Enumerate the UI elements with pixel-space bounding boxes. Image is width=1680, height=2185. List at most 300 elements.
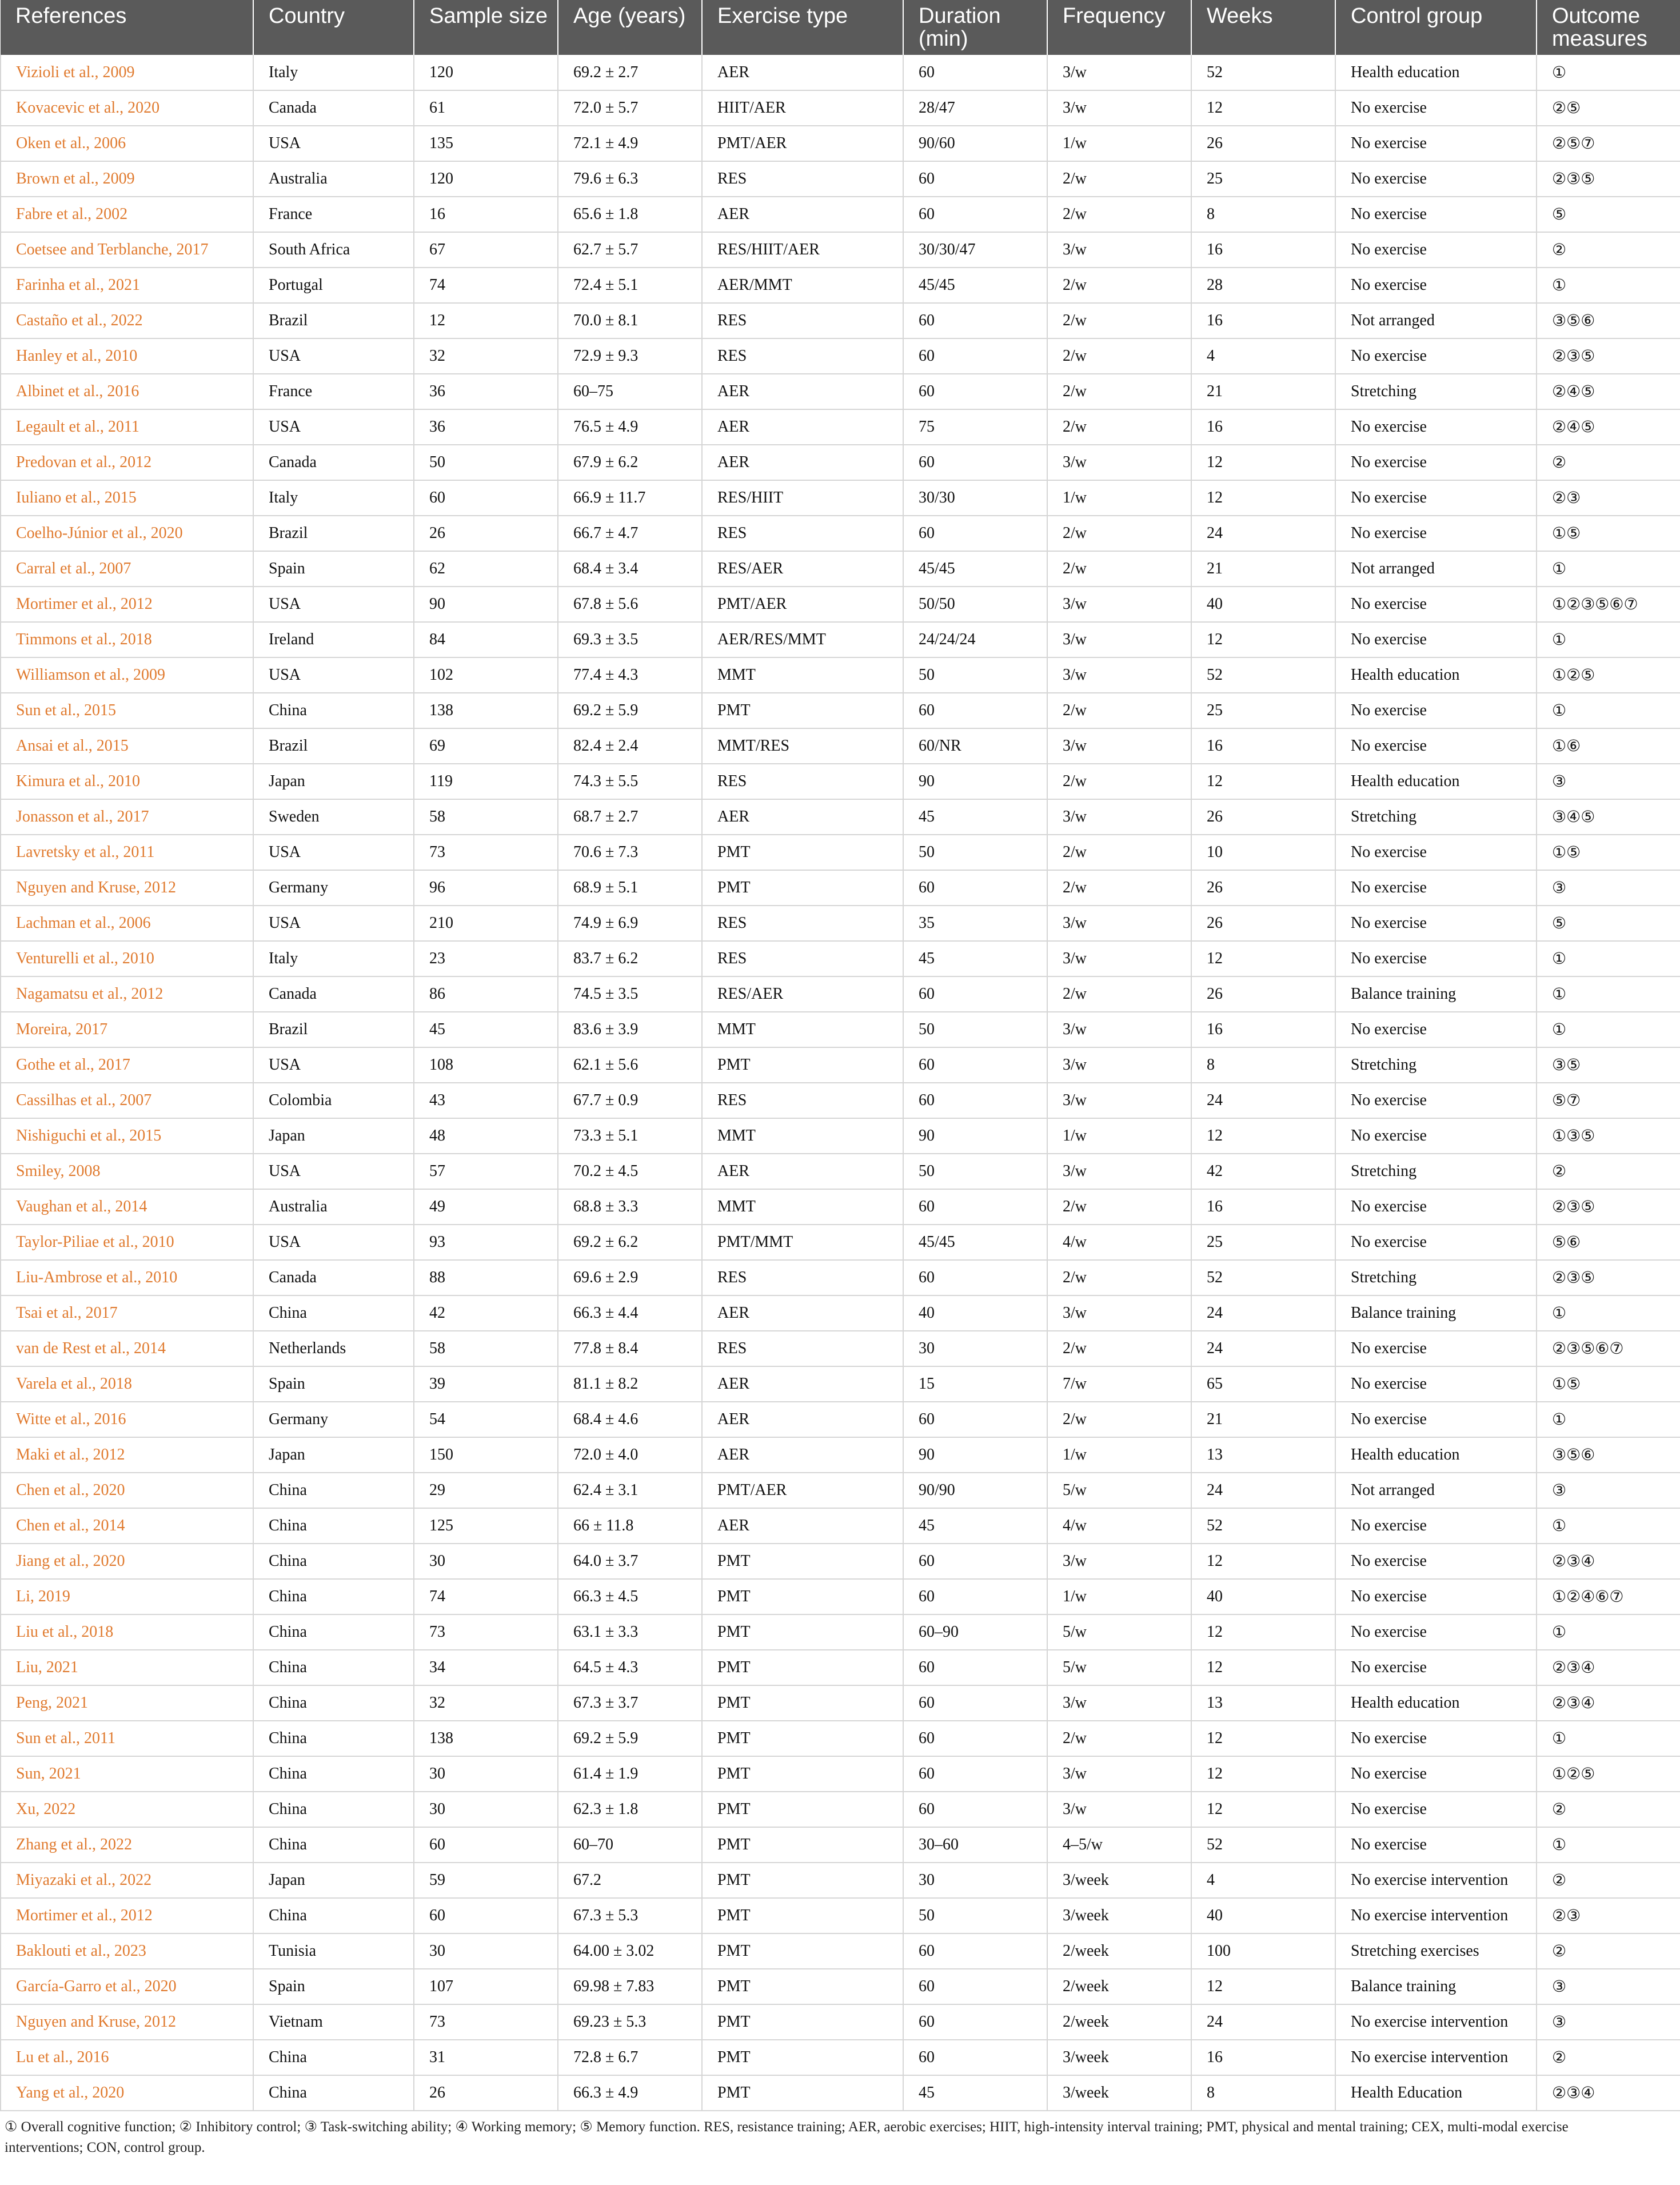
- cell-references[interactable]: Kovacevic et al., 2020: [1, 90, 253, 126]
- cell-references[interactable]: Nguyen and Kruse, 2012: [1, 870, 253, 906]
- cell-outcome-measures: ③④⑤: [1537, 799, 1680, 835]
- cell-control-group: No exercise intervention: [1335, 2004, 1537, 2040]
- table-row: [1, 1792, 1680, 1827]
- table-row: [1, 1189, 1680, 1225]
- cell-outcome-measures: ②③: [1537, 480, 1680, 516]
- footnote-line-1: ① Overall cognitive function; ② Inhibitory control; ③ Task-switching ability; ④ Working memory; ⑤ Memory function. RES, resistance training; AER, aerobic exercises; HIIT, high-intensity interval training; PMT, physical and mental training; CEX, multi-modal exercise: [5, 2119, 1569, 2135]
- table-row: [1, 1083, 1680, 1118]
- cell-control-group: No exercise intervention: [1335, 1898, 1537, 1933]
- cell-outcome-measures: ②④⑤: [1537, 409, 1680, 445]
- cell-sample-size: 26: [414, 516, 558, 551]
- cell-outcome-measures: ③⑤⑥: [1537, 303, 1680, 338]
- cell-exercise-type: AER: [702, 55, 903, 90]
- cell-sample-size: 93: [414, 1225, 558, 1260]
- cell-references[interactable]: Carral et al., 2007: [1, 551, 253, 587]
- cell-age: 66.3 ± 4.5: [558, 1579, 702, 1614]
- cell-control-group: Health Education: [1335, 2075, 1537, 2111]
- cell-age: 68.4 ± 3.4: [558, 551, 702, 587]
- cell-frequency: 3/week: [1047, 2040, 1191, 2075]
- cell-weeks: 12: [1191, 1544, 1335, 1579]
- cell-sample-size: 43: [414, 1083, 558, 1118]
- cell-control-group: No exercise: [1335, 161, 1537, 197]
- table-row: [1, 445, 1680, 480]
- cell-control-group: No exercise: [1335, 338, 1537, 374]
- cell-frequency: 1/w: [1047, 126, 1191, 161]
- cell-age: 83.7 ± 6.2: [558, 941, 702, 976]
- cell-exercise-type: RES: [702, 1331, 903, 1366]
- cell-references[interactable]: Castaño et al., 2022: [1, 303, 253, 338]
- header-frequency: Frequency: [1047, 0, 1191, 55]
- cell-control-group: Not arranged: [1335, 303, 1537, 338]
- cell-outcome-measures: ②: [1537, 1154, 1680, 1189]
- cell-duration: 60: [903, 2040, 1047, 2075]
- cell-references[interactable]: Nguyen and Kruse, 2012: [1, 2004, 253, 2040]
- cell-weeks: 26: [1191, 906, 1335, 941]
- cell-country: Australia: [253, 1189, 414, 1225]
- cell-references[interactable]: Witte et al., 2016: [1, 1402, 253, 1437]
- cell-sample-size: 210: [414, 906, 558, 941]
- cell-exercise-type: AER/RES/MMT: [702, 622, 903, 657]
- cell-frequency: 1/w: [1047, 480, 1191, 516]
- cell-exercise-type: PMT/AER: [702, 1473, 903, 1508]
- cell-outcome-measures: ②: [1537, 232, 1680, 268]
- cell-references[interactable]: Vaughan et al., 2014: [1, 1189, 253, 1225]
- cell-references[interactable]: Kimura et al., 2010: [1, 764, 253, 799]
- cell-references[interactable]: Nishiguchi et al., 2015: [1, 1118, 253, 1154]
- cell-references[interactable]: Zhang et al., 2022: [1, 1827, 253, 1863]
- cell-references[interactable]: Lavretsky et al., 2011: [1, 835, 253, 870]
- cell-control-group: No exercise: [1335, 445, 1537, 480]
- cell-duration: 45: [903, 1508, 1047, 1544]
- cell-references[interactable]: Sun et al., 2011: [1, 1721, 253, 1756]
- cell-country: USA: [253, 126, 414, 161]
- header-outcome-measures: Outcome measures: [1537, 0, 1680, 55]
- cell-references[interactable]: Lu et al., 2016: [1, 2040, 253, 2075]
- cell-references[interactable]: Liu et al., 2018: [1, 1614, 253, 1650]
- cell-exercise-type: AER: [702, 1154, 903, 1189]
- cell-outcome-measures: ②③⑤: [1537, 1260, 1680, 1295]
- cell-exercise-type: RES: [702, 516, 903, 551]
- cell-weeks: 28: [1191, 268, 1335, 303]
- cell-duration: 60: [903, 1402, 1047, 1437]
- cell-sample-size: 36: [414, 374, 558, 409]
- cell-weeks: 16: [1191, 728, 1335, 764]
- cell-outcome-measures: ②④⑤: [1537, 374, 1680, 409]
- cell-references[interactable]: Williamson et al., 2009: [1, 657, 253, 693]
- cell-sample-size: 49: [414, 1189, 558, 1225]
- cell-references[interactable]: Iuliano et al., 2015: [1, 480, 253, 516]
- cell-weeks: 24: [1191, 1295, 1335, 1331]
- cell-frequency: 2/w: [1047, 268, 1191, 303]
- cell-duration: 60: [903, 693, 1047, 728]
- cell-exercise-type: RES/HIIT/AER: [702, 232, 903, 268]
- cell-sample-size: 120: [414, 55, 558, 90]
- table-row: [1, 516, 1680, 551]
- cell-control-group: Stretching exercises: [1335, 1933, 1537, 1969]
- cell-references[interactable]: Oken et al., 2006: [1, 126, 253, 161]
- cell-duration: 60: [903, 1083, 1047, 1118]
- cell-control-group: Health education: [1335, 55, 1537, 90]
- cell-references[interactable]: Brown et al., 2009: [1, 161, 253, 197]
- cell-references[interactable]: Albinet et al., 2016: [1, 374, 253, 409]
- table-row: [1, 728, 1680, 764]
- cell-frequency: 4–5/w: [1047, 1827, 1191, 1863]
- cell-references[interactable]: Predovan et al., 2012: [1, 445, 253, 480]
- cell-weeks: 25: [1191, 1225, 1335, 1260]
- cell-weeks: 52: [1191, 55, 1335, 90]
- cell-duration: 60: [903, 1756, 1047, 1792]
- cell-age: 66.3 ± 4.4: [558, 1295, 702, 1331]
- cell-references[interactable]: Coelho-Júnior et al., 2020: [1, 516, 253, 551]
- cell-exercise-type: RES: [702, 764, 903, 799]
- cell-sample-size: 62: [414, 551, 558, 587]
- cell-references[interactable]: Maki et al., 2012: [1, 1437, 253, 1473]
- cell-control-group: No exercise: [1335, 1225, 1537, 1260]
- cell-references[interactable]: Tsai et al., 2017: [1, 1295, 253, 1331]
- cell-weeks: 24: [1191, 1331, 1335, 1366]
- cell-duration: 45: [903, 2075, 1047, 2111]
- cell-references[interactable]: Cassilhas et al., 2007: [1, 1083, 253, 1118]
- cell-country: China: [253, 1650, 414, 1685]
- cell-control-group: Health education: [1335, 1437, 1537, 1473]
- cell-country: Canada: [253, 976, 414, 1012]
- cell-age: 63.1 ± 3.3: [558, 1614, 702, 1650]
- cell-references[interactable]: Hanley et al., 2010: [1, 338, 253, 374]
- cell-references[interactable]: Coetsee and Terblanche, 2017: [1, 232, 253, 268]
- cell-references[interactable]: Sun, 2021: [1, 1756, 253, 1792]
- cell-age: 82.4 ± 2.4: [558, 728, 702, 764]
- cell-frequency: 3/w: [1047, 657, 1191, 693]
- cell-duration: 75: [903, 409, 1047, 445]
- cell-exercise-type: PMT: [702, 1898, 903, 1933]
- cell-age: 62.4 ± 3.1: [558, 1473, 702, 1508]
- cell-outcome-measures: ①: [1537, 268, 1680, 303]
- cell-control-group: No exercise: [1335, 941, 1537, 976]
- cell-country: Brazil: [253, 516, 414, 551]
- cell-sample-size: 138: [414, 1721, 558, 1756]
- cell-outcome-measures: ③⑤⑥: [1537, 1437, 1680, 1473]
- cell-exercise-type: RES: [702, 1083, 903, 1118]
- cell-frequency: 2/w: [1047, 374, 1191, 409]
- cell-sample-size: 135: [414, 126, 558, 161]
- cell-age: 69.98 ± 7.83: [558, 1969, 702, 2004]
- cell-duration: 50: [903, 657, 1047, 693]
- cell-sample-size: 30: [414, 1544, 558, 1579]
- cell-weeks: 16: [1191, 1012, 1335, 1047]
- table-row: [1, 1721, 1680, 1756]
- cell-weeks: 65: [1191, 1366, 1335, 1402]
- cell-outcome-measures: ②: [1537, 1792, 1680, 1827]
- cell-outcome-measures: ①: [1537, 976, 1680, 1012]
- cell-outcome-measures: ②③④: [1537, 2075, 1680, 2111]
- cell-age: 62.3 ± 1.8: [558, 1792, 702, 1827]
- cell-country: Japan: [253, 764, 414, 799]
- cell-references[interactable]: Chen et al., 2014: [1, 1508, 253, 1544]
- cell-duration: 60: [903, 1260, 1047, 1295]
- cell-sample-size: 69: [414, 728, 558, 764]
- cell-age: 69.2 ± 2.7: [558, 55, 702, 90]
- table-row: [1, 835, 1680, 870]
- cell-frequency: 2/w: [1047, 1402, 1191, 1437]
- cell-age: 67.2: [558, 1863, 702, 1898]
- cell-control-group: Balance training: [1335, 1969, 1537, 2004]
- cell-age: 81.1 ± 8.2: [558, 1366, 702, 1402]
- cell-references[interactable]: Smiley, 2008: [1, 1154, 253, 1189]
- cell-country: Ireland: [253, 622, 414, 657]
- cell-control-group: No exercise: [1335, 90, 1537, 126]
- cell-duration: 90/60: [903, 126, 1047, 161]
- cell-sample-size: 138: [414, 693, 558, 728]
- cell-weeks: 26: [1191, 870, 1335, 906]
- cell-frequency: 3/w: [1047, 906, 1191, 941]
- cell-country: Japan: [253, 1863, 414, 1898]
- cell-references[interactable]: Liu-Ambrose et al., 2010: [1, 1260, 253, 1295]
- cell-references[interactable]: Jiang et al., 2020: [1, 1544, 253, 1579]
- cell-control-group: No exercise: [1335, 728, 1537, 764]
- cell-control-group: Balance training: [1335, 976, 1537, 1012]
- cell-references[interactable]: Timmons et al., 2018: [1, 622, 253, 657]
- cell-weeks: 40: [1191, 1898, 1335, 1933]
- cell-references[interactable]: van de Rest et al., 2014: [1, 1331, 253, 1366]
- cell-age: 69.6 ± 2.9: [558, 1260, 702, 1295]
- cell-outcome-measures: ②: [1537, 1863, 1680, 1898]
- cell-exercise-type: AER: [702, 445, 903, 480]
- cell-references[interactable]: Ansai et al., 2015: [1, 728, 253, 764]
- cell-references[interactable]: Lachman et al., 2006: [1, 906, 253, 941]
- cell-outcome-measures: ②③⑤⑥⑦: [1537, 1331, 1680, 1366]
- cell-sample-size: 30: [414, 1756, 558, 1792]
- cell-age: 72.8 ± 6.7: [558, 2040, 702, 2075]
- cell-references[interactable]: Baklouti et al., 2023: [1, 1933, 253, 1969]
- cell-outcome-measures: ②: [1537, 2040, 1680, 2075]
- cell-country: China: [253, 1295, 414, 1331]
- cell-country: China: [253, 1544, 414, 1579]
- cell-country: France: [253, 374, 414, 409]
- cell-references[interactable]: Nagamatsu et al., 2012: [1, 976, 253, 1012]
- cell-country: USA: [253, 587, 414, 622]
- cell-weeks: 100: [1191, 1933, 1335, 1969]
- cell-sample-size: 57: [414, 1154, 558, 1189]
- cell-age: 70.6 ± 7.3: [558, 835, 702, 870]
- cell-sample-size: 60: [414, 1827, 558, 1863]
- cell-sample-size: 90: [414, 587, 558, 622]
- table-row: [1, 1225, 1680, 1260]
- cell-age: 68.7 ± 2.7: [558, 799, 702, 835]
- cell-outcome-measures: ⑤: [1537, 906, 1680, 941]
- cell-exercise-type: RES: [702, 303, 903, 338]
- table-row: [1, 1544, 1680, 1579]
- cell-frequency: 3/w: [1047, 55, 1191, 90]
- cell-country: China: [253, 693, 414, 728]
- cell-sample-size: 45: [414, 1012, 558, 1047]
- cell-frequency: 3/w: [1047, 941, 1191, 976]
- cell-weeks: 24: [1191, 516, 1335, 551]
- cell-references[interactable]: Taylor-Piliae et al., 2010: [1, 1225, 253, 1260]
- table-header-row: [1, 0, 1680, 55]
- cell-duration: 60: [903, 55, 1047, 90]
- cell-weeks: 12: [1191, 445, 1335, 480]
- cell-weeks: 12: [1191, 480, 1335, 516]
- cell-sample-size: 67: [414, 232, 558, 268]
- cell-references[interactable]: Miyazaki et al., 2022: [1, 1863, 253, 1898]
- cell-age: 72.9 ± 9.3: [558, 338, 702, 374]
- cell-country: USA: [253, 409, 414, 445]
- cell-country: USA: [253, 657, 414, 693]
- cell-weeks: 12: [1191, 941, 1335, 976]
- cell-duration: 30: [903, 1331, 1047, 1366]
- cell-outcome-measures: ②⑤: [1537, 90, 1680, 126]
- cell-weeks: 8: [1191, 2075, 1335, 2111]
- cell-outcome-measures: ①⑤: [1537, 835, 1680, 870]
- cell-age: 67.9 ± 6.2: [558, 445, 702, 480]
- cell-references[interactable]: García-Garro et al., 2020: [1, 1969, 253, 2004]
- cell-frequency: 2/w: [1047, 197, 1191, 232]
- cell-frequency: 3/w: [1047, 1047, 1191, 1083]
- cell-outcome-measures: ①: [1537, 55, 1680, 90]
- cell-country: China: [253, 1792, 414, 1827]
- cell-duration: 60: [903, 197, 1047, 232]
- cell-exercise-type: AER: [702, 1402, 903, 1437]
- cell-frequency: 3/w: [1047, 1685, 1191, 1721]
- header-weeks: Weeks: [1191, 0, 1335, 55]
- cell-duration: 40: [903, 1295, 1047, 1331]
- cell-country: China: [253, 1685, 414, 1721]
- cell-outcome-measures: ③: [1537, 764, 1680, 799]
- cell-references[interactable]: Jonasson et al., 2017: [1, 799, 253, 835]
- cell-exercise-type: PMT: [702, 1685, 903, 1721]
- cell-references[interactable]: Mortimer et al., 2012: [1, 1898, 253, 1933]
- cell-sample-size: 73: [414, 835, 558, 870]
- cell-exercise-type: HIIT/AER: [702, 90, 903, 126]
- cell-country: China: [253, 1756, 414, 1792]
- cell-sample-size: 36: [414, 409, 558, 445]
- cell-exercise-type: MMT: [702, 1012, 903, 1047]
- cell-sample-size: 29: [414, 1473, 558, 1508]
- cell-outcome-measures: ②③④: [1537, 1544, 1680, 1579]
- cell-frequency: 3/w: [1047, 728, 1191, 764]
- cell-duration: 60: [903, 445, 1047, 480]
- table-row: [1, 161, 1680, 197]
- cell-age: 70.0 ± 8.1: [558, 303, 702, 338]
- cell-weeks: 16: [1191, 232, 1335, 268]
- cell-frequency: 2/w: [1047, 409, 1191, 445]
- cell-duration: 30/30/47: [903, 232, 1047, 268]
- cell-outcome-measures: ⑤: [1537, 197, 1680, 232]
- cell-exercise-type: PMT: [702, 835, 903, 870]
- cell-weeks: 12: [1191, 1969, 1335, 2004]
- cell-duration: 30–60: [903, 1827, 1047, 1863]
- cell-age: 69.3 ± 3.5: [558, 622, 702, 657]
- cell-sample-size: 30: [414, 1792, 558, 1827]
- cell-references[interactable]: Yang et al., 2020: [1, 2075, 253, 2111]
- cell-control-group: Not arranged: [1335, 551, 1537, 587]
- cell-outcome-measures: ①: [1537, 693, 1680, 728]
- cell-country: Spain: [253, 1969, 414, 2004]
- cell-duration: 60: [903, 338, 1047, 374]
- table-row: [1, 1508, 1680, 1544]
- cell-outcome-measures: ①②⑤: [1537, 1756, 1680, 1792]
- cell-references[interactable]: Venturelli et al., 2010: [1, 941, 253, 976]
- cell-references[interactable]: Chen et al., 2020: [1, 1473, 253, 1508]
- cell-frequency: 5/w: [1047, 1614, 1191, 1650]
- cell-control-group: No exercise: [1335, 197, 1537, 232]
- cell-age: 77.4 ± 4.3: [558, 657, 702, 693]
- cell-sample-size: 88: [414, 1260, 558, 1295]
- cell-references[interactable]: Gothe et al., 2017: [1, 1047, 253, 1083]
- cell-references[interactable]: Vizioli et al., 2009: [1, 55, 253, 90]
- cell-duration: 60: [903, 1047, 1047, 1083]
- cell-weeks: 24: [1191, 1473, 1335, 1508]
- cell-control-group: Health education: [1335, 764, 1537, 799]
- cell-exercise-type: RES: [702, 906, 903, 941]
- table-row: [1, 1969, 1680, 2004]
- cell-age: 79.6 ± 6.3: [558, 161, 702, 197]
- cell-references[interactable]: Li, 2019: [1, 1579, 253, 1614]
- cell-duration: 60: [903, 976, 1047, 1012]
- cell-references[interactable]: Legault et al., 2011: [1, 409, 253, 445]
- cell-exercise-type: PMT: [702, 1544, 903, 1579]
- cell-references[interactable]: Peng, 2021: [1, 1685, 253, 1721]
- cell-control-group: No exercise: [1335, 1366, 1537, 1402]
- cell-duration: 60: [903, 374, 1047, 409]
- cell-age: 74.5 ± 3.5: [558, 976, 702, 1012]
- cell-frequency: 3/w: [1047, 587, 1191, 622]
- cell-references[interactable]: Sun et al., 2015: [1, 693, 253, 728]
- cell-outcome-measures: ①③⑤: [1537, 1118, 1680, 1154]
- cell-control-group: No exercise: [1335, 1331, 1537, 1366]
- cell-sample-size: 73: [414, 1614, 558, 1650]
- cell-references[interactable]: Varela et al., 2018: [1, 1366, 253, 1402]
- cell-weeks: 16: [1191, 409, 1335, 445]
- cell-outcome-measures: ②③④: [1537, 1685, 1680, 1721]
- table-row: [1, 90, 1680, 126]
- cell-references[interactable]: Fabre et al., 2002: [1, 197, 253, 232]
- cell-sample-size: 73: [414, 2004, 558, 2040]
- cell-references[interactable]: Moreira, 2017: [1, 1012, 253, 1047]
- cell-control-group: No exercise: [1335, 1614, 1537, 1650]
- cell-duration: 60: [903, 1650, 1047, 1685]
- cell-sample-size: 96: [414, 870, 558, 906]
- cell-age: 66.7 ± 4.7: [558, 516, 702, 551]
- cell-outcome-measures: ③⑤: [1537, 1047, 1680, 1083]
- cell-references[interactable]: Liu, 2021: [1, 1650, 253, 1685]
- cell-outcome-measures: ①⑥: [1537, 728, 1680, 764]
- cell-control-group: No exercise intervention: [1335, 2040, 1537, 2075]
- cell-exercise-type: AER: [702, 799, 903, 835]
- cell-exercise-type: PMT: [702, 1614, 903, 1650]
- cell-control-group: No exercise: [1335, 1189, 1537, 1225]
- cell-sample-size: 120: [414, 161, 558, 197]
- cell-control-group: No exercise: [1335, 587, 1537, 622]
- table-row: [1, 976, 1680, 1012]
- cell-country: Tunisia: [253, 1933, 414, 1969]
- cell-country: USA: [253, 338, 414, 374]
- cell-control-group: No exercise: [1335, 835, 1537, 870]
- cell-references[interactable]: Mortimer et al., 2012: [1, 587, 253, 622]
- cell-age: 68.4 ± 4.6: [558, 1402, 702, 1437]
- cell-references[interactable]: Farinha et al., 2021: [1, 268, 253, 303]
- header-exercise-type: Exercise type: [702, 0, 903, 55]
- cell-frequency: 2/w: [1047, 161, 1191, 197]
- cell-country: South Africa: [253, 232, 414, 268]
- cell-duration: 90: [903, 1118, 1047, 1154]
- cell-references[interactable]: Xu, 2022: [1, 1792, 253, 1827]
- cell-country: China: [253, 1579, 414, 1614]
- cell-weeks: 24: [1191, 2004, 1335, 2040]
- cell-sample-size: 107: [414, 1969, 558, 2004]
- header-age: Age (years): [558, 0, 702, 55]
- cell-weeks: 26: [1191, 976, 1335, 1012]
